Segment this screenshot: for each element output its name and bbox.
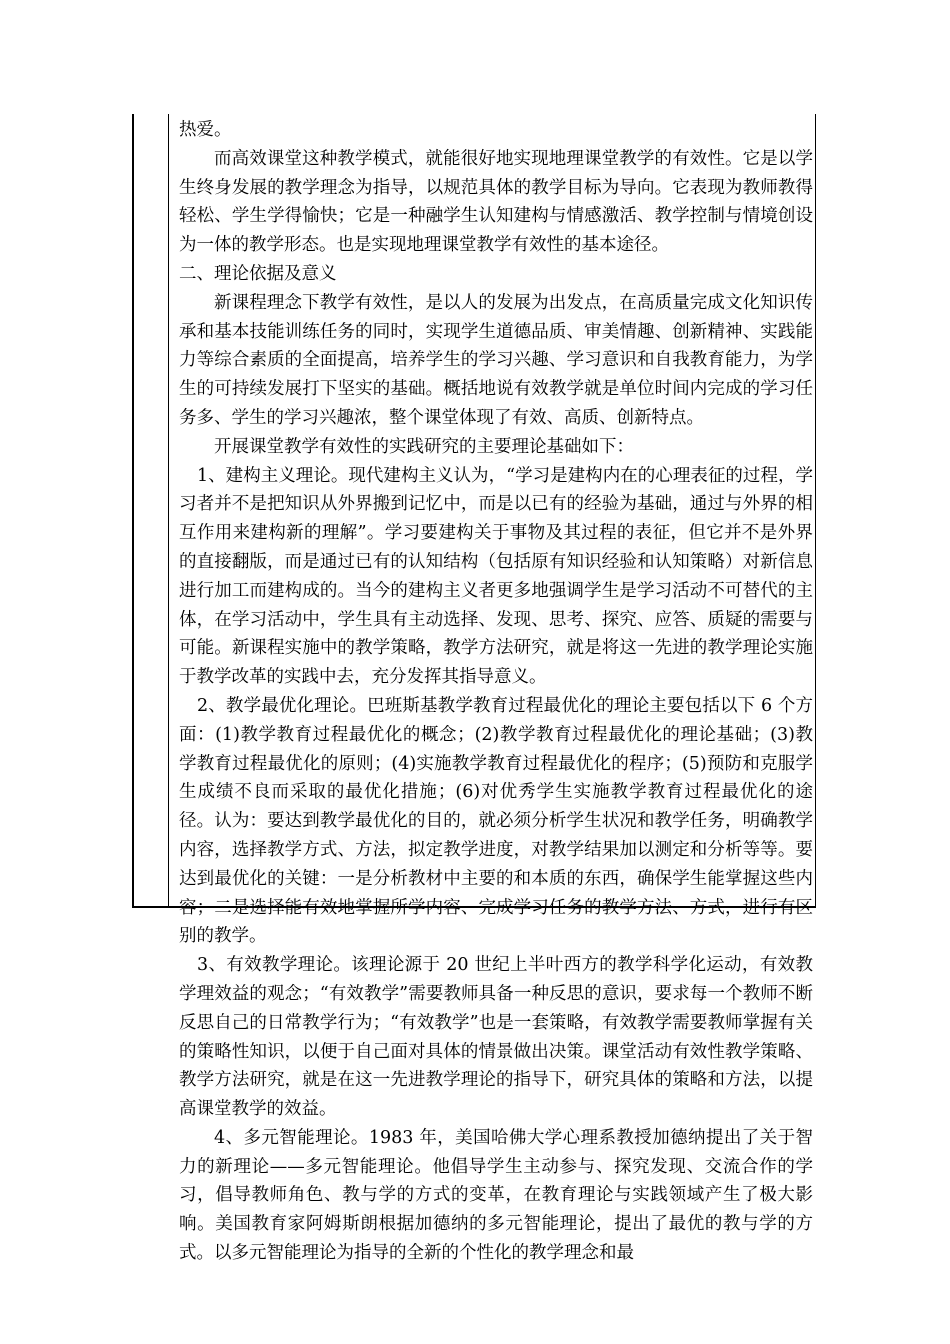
paragraph-effective-teaching: 3、有效教学理论。该理论源于 20 世纪上半叶西方的教学科学化运动，有效教学理效益的观念；“有效教学”需要教师具备一种反思的意识，要求每一个教师不断反思自己的日常教学行为；“有效教学”也是一套策略，有效教学需要教师掌握有关的策略性知识，以便于自己面对具体的情景做出决策。课堂活动有效性教学策略、教学方法研究，就是在这一先进教学理论的指导下，研究具体的策略和方法，以提高课堂教学的效益。: [179, 955, 813, 1120]
paragraph-optimization: 2、教学最优化理论。巴班斯基教学教育过程最优化的理论主要包括以下 6 个方面：(1)教学教育过程最优化的概念；(2)教学教育过程最优化的理论基础；(3)教学教育过程最优化的原则；(4)实施教学教育过程最优化的程序；(5)预防和克服学生成绩不良而采取的最优化措施；(6)对优秀学生实施教学教育过程最优化的途径。认为：要达到教学最优化的目的，就必须分析学生状况和教学任务，明确教学内容，选择教学方式、方法，拟定教学进度，对教学结果加以测定和分析等等。要达到最优化的关键：一是分析教材中主要的和本质的东西，确保学生能掌握这些内容；二是选择能有效地掌握所学内容、完成学习任务的教学方法、方式，进行有区别的教学。: [179, 695, 813, 947]
paragraph-new-curriculum: 新课程理念下教学有效性，是以人的发展为出发点，在高质量完成文化知识传承和基本技能训练任务的同时，实现学生道德品质、审美情趣、创新精神、实践能力等综合素质的全面提高，培养学生的学习兴趣、学习意识和自我教育能力，为学生的可持续发展打下坚实的基础。概括地说有效教学就是单位时间内完成的学习任务多、学生的学习兴趣浓，整个课堂体现了有效、高质、创新特点。: [179, 292, 813, 428]
section-heading-theory: 二、理论依据及意义: [179, 263, 337, 284]
paragraph-theory-intro: 开展课堂教学有效性的实践研究的主要理论基础如下：: [214, 436, 634, 457]
paragraph-constructivism: 1、建构主义理论。现代建构主义认为，“学习是建构内在的心理表征的过程，学习者并不是把知识从外界搬到记忆中，而是以已有的经验为基础，通过与外界的相互作用来建构新的理解”。学习要建构关于事物及其过程的表征，但它并不是外界的直接翻版，而是通过已有的认知结构（包括原有知识经验和认知策略）对新信息进行加工而建构成的。当今的建构主义者更多地强调学生是学习活动不可替代的主体，在学习活动中，学生具有主动选择、发现、思考、探究、应答、质疑的需要与可能。新课程实施中的教学策略，教学方法研究，就是将这一先进的教学理论实施于教学改革的实践中去，充分发挥其指导意义。: [179, 465, 813, 688]
table-border-left-outer: [132, 114, 134, 907]
table-border-right: [815, 114, 816, 907]
table-border-left-inner: [168, 114, 169, 907]
paragraph-multiple-intelligences: 4、多元智能理论。1983 年，美国哈佛大学心理系教授加德纳提出了关于智力的新理论——多元智能理论。他倡导学生主动参与、探究发现、交流合作的学习，倡导教师角色、教与学的方式的变革，在教育理论与实践领域产生了极大影响。美国教育家阿姆斯朗根据加德纳的多元智能理论，提出了最优的教与学的方式。以多元智能理论为指导的全新的个性化的教学理念和最: [179, 1127, 813, 1264]
paragraph-efficient-classroom: 而高效课堂这种教学模式，就能很好地实现地理课堂教学的有效性。它是以学生终身发展的教学理念为指导，以规范具体的教学目标为导向。它表现为教师教得轻松、学生学得愉快；它是一种融学生认知建构与情感激活、教学控制与情境创设为一体的教学形态。也是实现地理课堂教学有效性的基本途径。: [179, 148, 813, 256]
table-cell-content: [179, 116, 813, 1268]
paragraph-continuation: 热爱。: [179, 120, 232, 140]
